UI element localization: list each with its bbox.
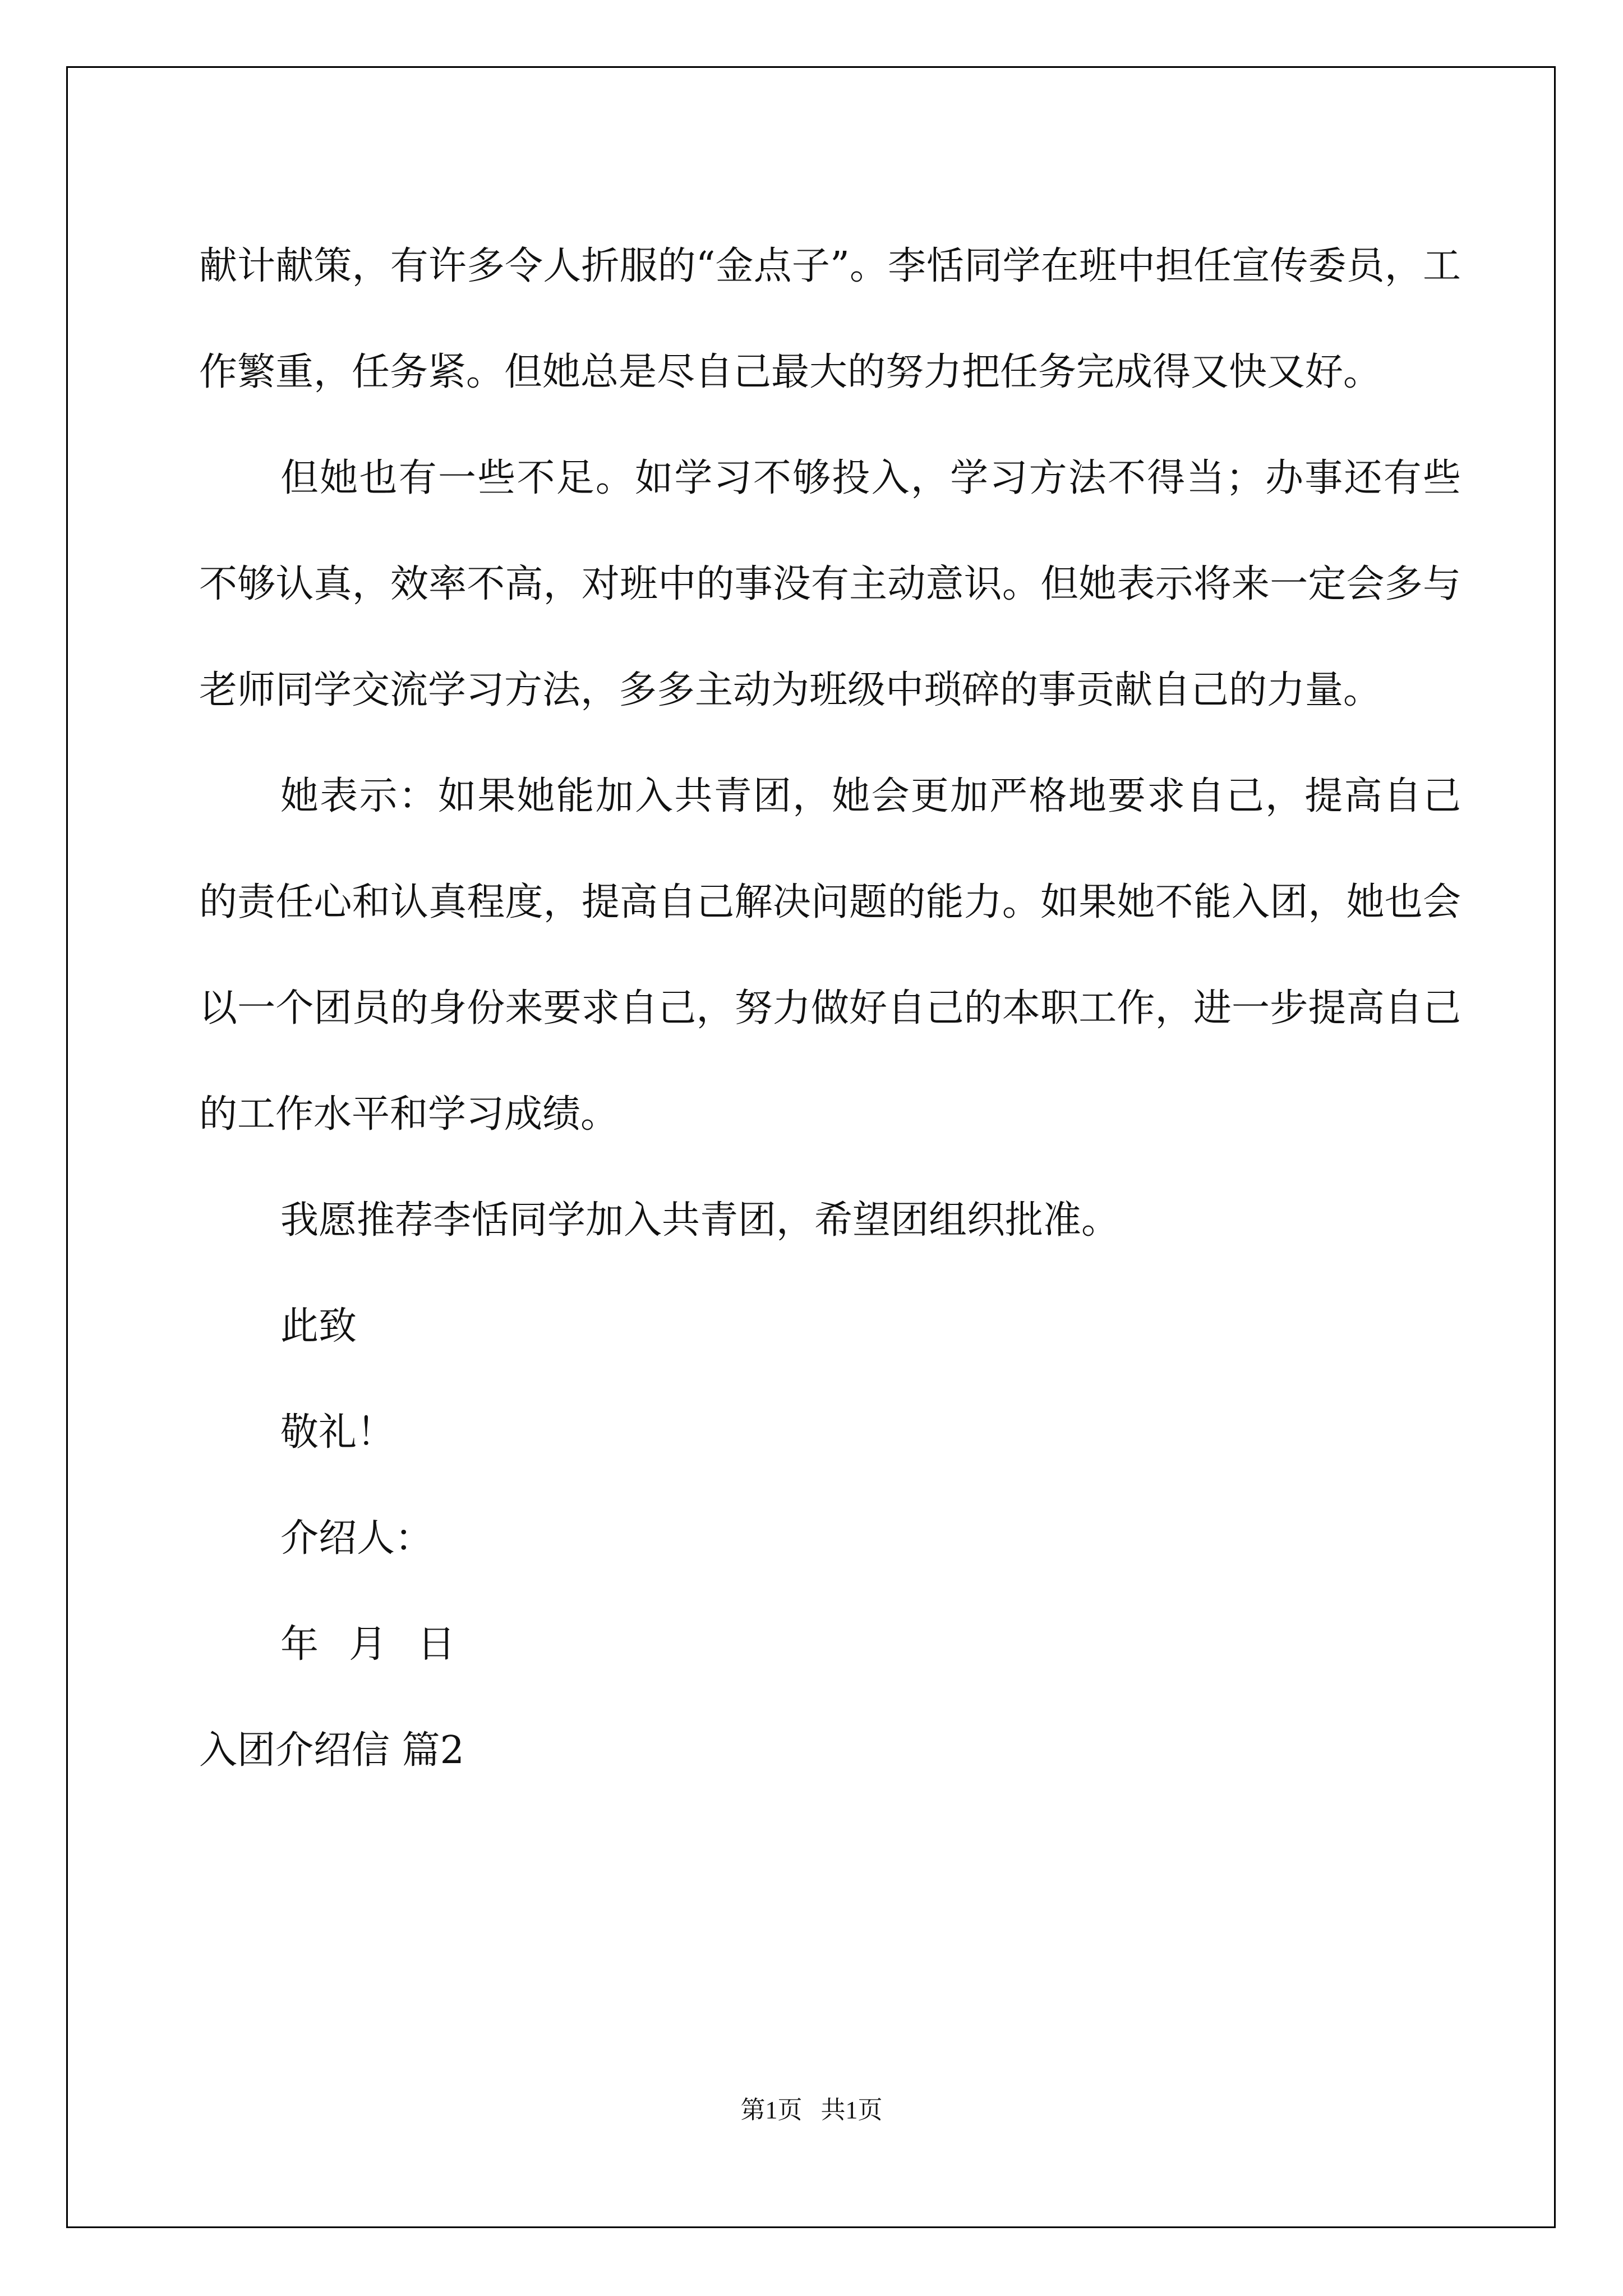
document-body bbox=[199, 213, 1461, 1803]
date-year: 年 bbox=[280, 1622, 319, 1667]
page-footer: 第1页 共1页 bbox=[740, 2096, 883, 2124]
paragraph-2: 但她也有一些不足。如学习不够投入，学习方法不得当；办事还有些不够认真，效率不高，对班中的事没有主动意识。但她表示将来一定会多与老师同学交流学习方法，多多主动为班级中琐碎的事贡献自己的力量。 bbox=[199, 456, 1461, 712]
salutation-2: 敬礼！ bbox=[280, 1410, 395, 1455]
introducer-label: 介绍人： bbox=[280, 1516, 434, 1561]
section-title: 入团介绍信 篇2 bbox=[199, 1728, 464, 1773]
paragraph-1: 献计献策，有许多令人折服的“金点子”。李恬同学在班中担任宣传委员，工作繁重，任务紧。但她总是尽自己最大的努力把任务完成得又快又好。 bbox=[199, 244, 1461, 394]
date-line bbox=[199, 1591, 1461, 1697]
date-month: 月 bbox=[349, 1622, 388, 1667]
paragraph-4: 我愿推荐李恬同学加入共青团，希望团组织批准。 bbox=[280, 1198, 1120, 1243]
salutation-1: 此致 bbox=[280, 1304, 357, 1349]
paragraph-3: 她表示：如果她能加入共青团，她会更加严格地要求自己，提高自己的责任心和认真程度，提高自己解决问题的能力。如果她不能入团，她也会以一个团员的身份来要求自己，努力做好自己的本职工作，进一步提高自己的工作水平和学习成绩。 bbox=[199, 774, 1461, 1137]
date-day: 日 bbox=[417, 1622, 456, 1667]
